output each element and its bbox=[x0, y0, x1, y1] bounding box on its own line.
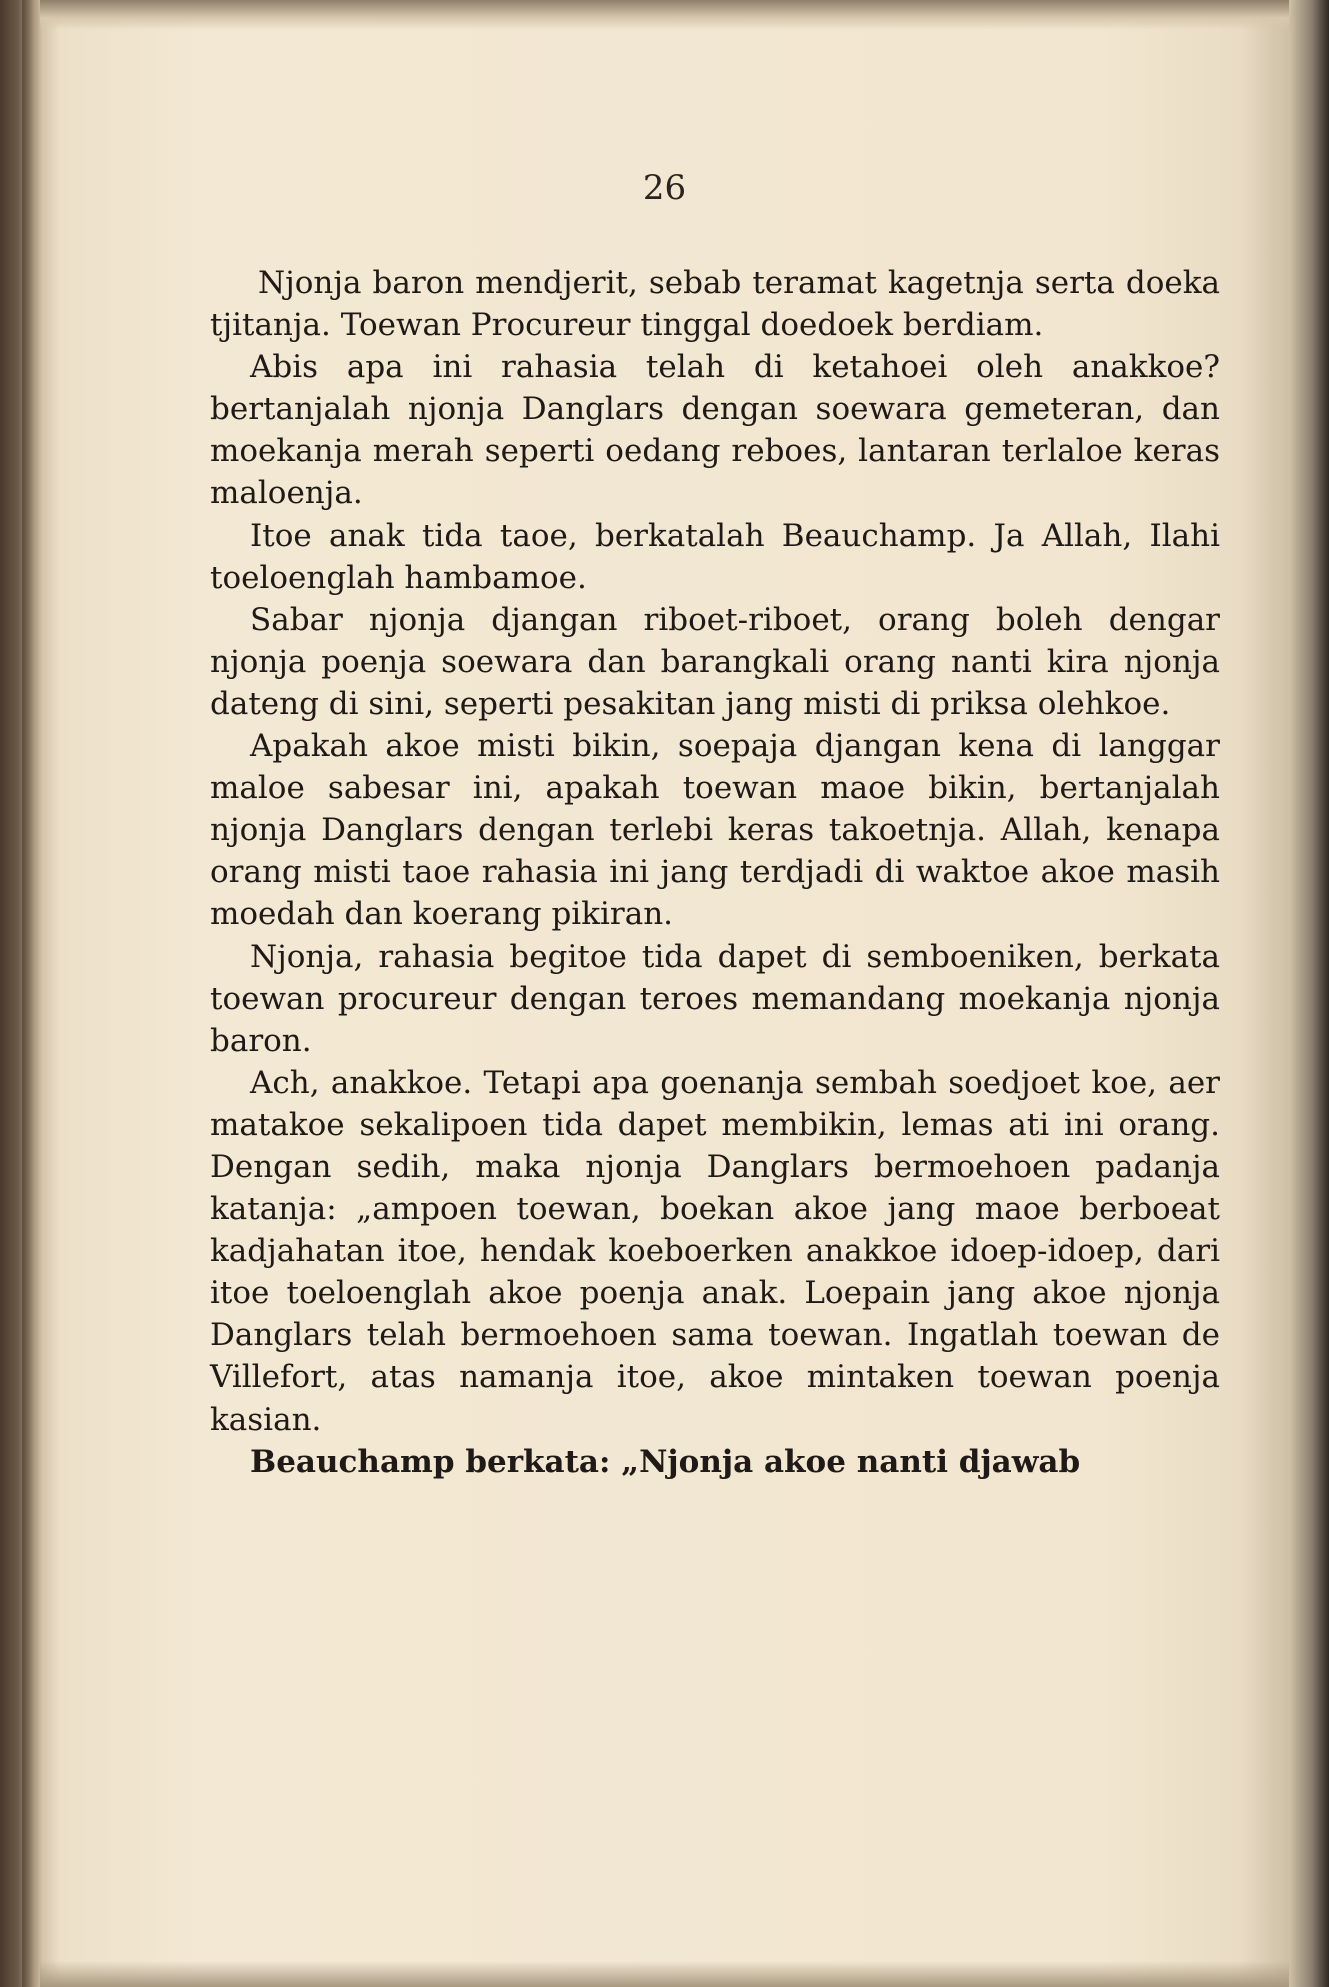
paragraph: Beauchamp berkata: „Njonja akoe nanti djawab bbox=[250, 1443, 1081, 1480]
paragraph: Njonja, rahasia begitoe tida dapet di semboeniken, berkata toewan procureur dengan teroes memandang moekanja njonja baron. bbox=[210, 938, 1220, 1059]
paragraph: Ach, anakkoe. Tetapi apa goenanja sembah soedjoet koe, aer matakoe sekalipoen tida dapet membikin, lemas ati ini orang. Dengan sedih, maka njonja Danglars bermoehoen padanja katanja: „ampoen toewan, boekan akoe jang maoe berboeat kadjahatan itoe, hendak koeboerken anakkoe idoep-idoep, dari itoe toeloenglah akoe poenja anak. Loepain jang akoe njonja Danglars telah bermoehoen sama toewan. Ingatlah toewan de Villefort, atas namanja itoe, akoe mintaken toewan poenja kasian. bbox=[210, 1064, 1220, 1438]
page-number: 26 bbox=[642, 168, 687, 208]
paragraph: Itoe anak tida taoe, berkatalah Beauchamp. Ja Allah, Ilahi toeloenglah hambamoe. bbox=[210, 517, 1220, 596]
paragraph: Abis apa ini rahasia telah di ketahoei oleh anakkoe? bertanjalah njonja Danglars dengan soewara gemeteran, dan moekanja merah seperti oedang reboes, lantaran terlaloe keras maloenja. bbox=[210, 349, 1220, 512]
binding-shadow bbox=[22, 0, 42, 1987]
page-top-edge bbox=[40, 0, 1289, 30]
body-text bbox=[210, 262, 1220, 1483]
page-bottom-edge bbox=[40, 1961, 1289, 1987]
paragraph: Sabar njonja djangan riboet-riboet, orang boleh dengar njonja poenja soewara dan barangkali orang nanti kira njonja dateng di sini, seperti pesakitan jang misti di priksa olehkoe. bbox=[210, 601, 1220, 722]
paragraph: Apakah akoe misti bikin, soepaja djangan kena di langgar maloe sabesar ini, apakah toewan maoe bikin, bertanjalah njonja Danglars dengan terlebi keras takoetnja. Allah, kenapa orang misti taoe rahasia ini jang terdjadi di waktoe akoe masih moedah dan koerang pikiran. bbox=[210, 728, 1220, 933]
paragraph: Njonja baron mendjerit, sebab teramat kagetnja serta doeka tjitanja. Toewan Procureur tinggal doedoek berdiam. bbox=[210, 265, 1220, 344]
